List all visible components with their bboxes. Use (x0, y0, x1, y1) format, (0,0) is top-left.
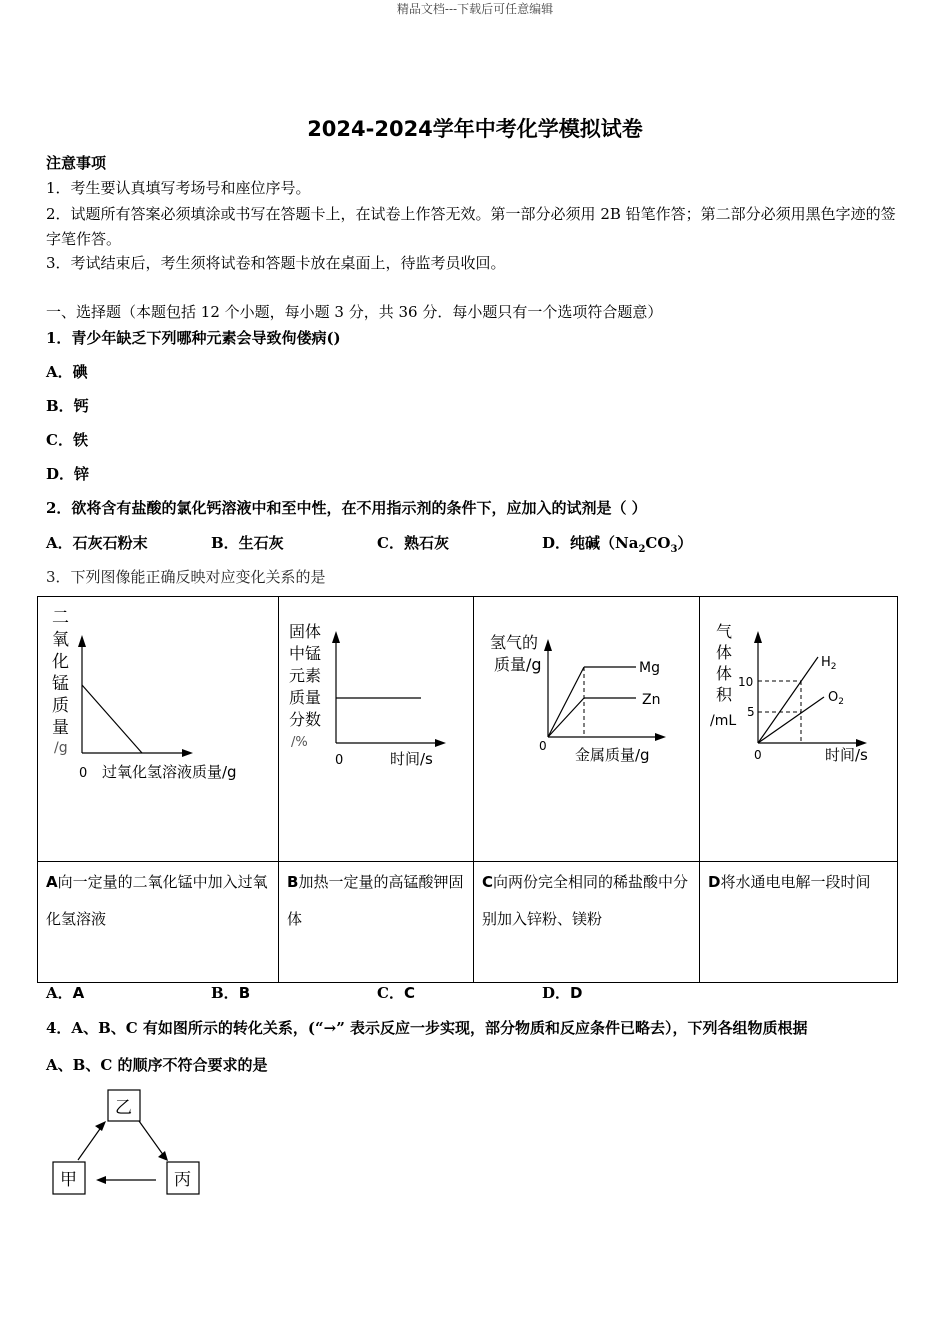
svg-text:过氧化氢溶液质量/g: 过氧化氢溶液质量/g (102, 763, 237, 781)
svg-text:气: 气 (716, 622, 733, 641)
graph-table (37, 596, 898, 983)
conversion-diagram (40, 1080, 220, 1210)
q2-option-a: A．石灰石粉末 (46, 534, 148, 552)
question-4-line1: 4．A、B、C 有如图所示的转化关系，(“→” 表示反应一步实现，部分物质和反应条件已略去），下列各组物质根据 (46, 1019, 808, 1037)
q3-option-a: A．A (46, 984, 85, 1002)
svg-text:/mL: /mL (710, 713, 737, 729)
svg-text:分数: 分数 (289, 710, 322, 729)
notice-item: 2．试题所有答案必须填涂或书写在答题卡上，在试卷上作答无效。第一部分必须用 2B 铅笔作答；第二部分必须用黑色字迹的签字笔作答。 (46, 205, 896, 248)
svg-text:锰: 锰 (52, 674, 69, 694)
page-header: 精品文档---下载后可任意编辑 (396, 2, 554, 16)
exam-title: 2024-2024学年中考化学模拟试卷 (307, 117, 643, 141)
svg-text:时间/s: 时间/s (825, 746, 868, 764)
q1-option-b: B．钙 (46, 397, 89, 415)
svg-text:氧: 氧 (52, 630, 69, 650)
svg-text:/%: /% (291, 735, 308, 750)
graph-d (700, 597, 898, 857)
svg-text:氢气的: 氢气的 (490, 633, 539, 652)
q1-option-c: C．铁 (46, 431, 88, 449)
q2-option-d: D．纯碱$(Na_2CO_3)$ (542, 534, 693, 555)
question-4-line2: A、B、C 的顺序不符合要求的是 (46, 1056, 268, 1074)
graph-cell-c (474, 597, 700, 862)
svg-text:质: 质 (52, 696, 69, 716)
svg-text:二: 二 (52, 608, 69, 628)
q1-option-d: D．锌 (46, 465, 90, 483)
svg-text:Mg: Mg (639, 660, 660, 676)
svg-text:0: 0 (79, 766, 88, 781)
svg-text:Zn: Zn (642, 692, 661, 708)
question-3-stem: 3．下列图像能正确反映对应变化关系的是 (46, 568, 326, 586)
question-2-stem: 2．欲将含有盐酸的氯化钙溶液中和至中性，在不用指示剂的条件下，应加入的试剂是（ ） (46, 499, 647, 517)
svg-text:体: 体 (716, 664, 733, 683)
caption-b: B加热一定量的高锰酸钾固体 (279, 862, 474, 983)
q3-option-b: B．B (211, 984, 251, 1002)
q2-option-c: C．熟石灰 (377, 534, 449, 552)
graph-c (474, 597, 700, 857)
arrow-yi-to-bing (139, 1121, 164, 1156)
notice-item: 1．考生要认真填写考场号和座位序号。 (46, 179, 311, 197)
svg-text:时间/s: 时间/s (390, 750, 433, 768)
q2-option-b: B．生石灰 (211, 534, 284, 552)
svg-text:O2: $O_2$ (828, 690, 844, 707)
caption-c: C向两份完全相同的稀盐酸中分别加入锌粉、镁粉 (474, 862, 700, 983)
caption-d: D将水通电电解一段时间 (700, 862, 898, 983)
svg-text:质量/g: 质量/g (494, 655, 542, 674)
svg-text:中锰: 中锰 (289, 644, 322, 663)
q3-option-c: C．C (377, 984, 415, 1002)
q1-option-a: A．碘 (46, 363, 88, 381)
svg-text:量: 量 (52, 718, 69, 738)
notice-heading: 注意事项 (46, 154, 107, 172)
svg-text:10: 10 (738, 675, 754, 689)
caption-a: A向一定量的二氧化锰中加入过氧化氢溶液 (38, 862, 279, 983)
svg-text:乙: 乙 (115, 1098, 132, 1118)
svg-text:质量: 质量 (289, 688, 322, 707)
question-1-stem: 1．青少年缺乏下列哪种元素会导致佝偻病() (46, 329, 341, 347)
section-heading: 一、选择题（本题包括 12 个小题，每小题 3 分，共 36 分．每小题只有一个选项符合题意） (46, 303, 663, 321)
notice-item: 3．考试结束后，考生须将试卷和答题卡放在桌面上，待监考员收回。 (46, 254, 506, 272)
svg-text:H2: $H_2$ (821, 655, 837, 672)
graph-b (279, 597, 474, 857)
svg-text:5: 5 (747, 705, 755, 719)
q3-option-d: D．D (542, 984, 583, 1002)
graph-cell-d (700, 597, 898, 862)
svg-text:0: 0 (539, 739, 547, 753)
graph-cell-b (279, 597, 474, 862)
svg-text:甲: 甲 (60, 1170, 77, 1190)
svg-text:体: 体 (716, 643, 733, 662)
arrow-jia-to-yi (78, 1126, 102, 1160)
svg-text:/g: /g (54, 740, 68, 756)
svg-text:0: 0 (335, 753, 344, 768)
graph-cell-a (38, 597, 279, 862)
svg-text:金属质量/g: 金属质量/g (575, 746, 650, 764)
svg-text:丙: 丙 (174, 1170, 191, 1190)
svg-text:积: 积 (716, 685, 733, 704)
svg-text:固体: 固体 (289, 622, 322, 641)
graph-a (38, 597, 279, 857)
svg-text:0: 0 (754, 748, 762, 762)
svg-text:元素: 元素 (289, 666, 322, 685)
svg-text:化: 化 (52, 652, 69, 672)
